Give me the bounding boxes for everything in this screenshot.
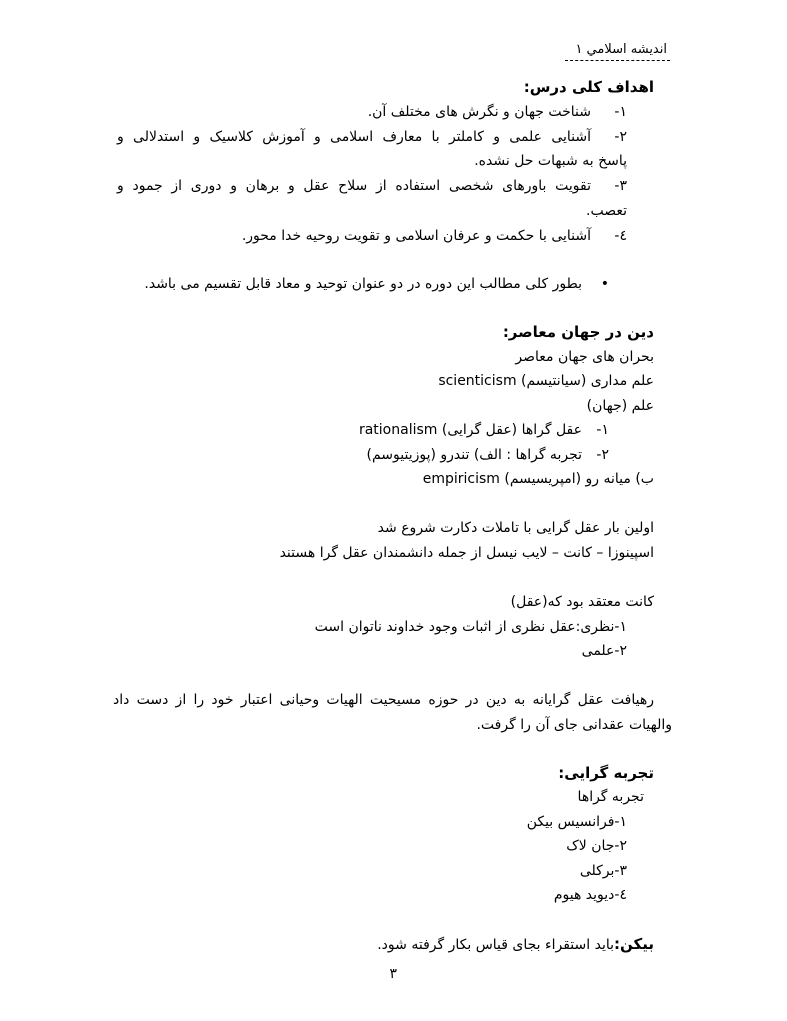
- goal-1-number: ۱-: [614, 104, 627, 120]
- goal-1-text: شناخت جهان و نگرش های مختلف آن.: [367, 104, 591, 120]
- goal-2-number: ۲-: [614, 129, 627, 145]
- kant-item-1: ۱-نظری:عقل نظری از اثبات وجود خداوند ناتوان است: [314, 619, 627, 635]
- kant-item-2: ۲-علمی: [581, 643, 627, 659]
- goal-3-text-line1: تقویت باورهای شخصی استفاده از سلاح عقل و برهان و دوری از جمود و: [117, 178, 591, 194]
- goal-4-number: ٤-: [614, 228, 627, 244]
- goal-2-text-line2: پاسخ به شبهات حل نشده.: [474, 153, 627, 169]
- goal-3-number: ۳-: [614, 178, 627, 194]
- religion-line-1: بحران های جهان معاصر: [515, 349, 654, 365]
- religion-item-b: ب) میانه رو (امپریسیسم) empiricism: [422, 471, 654, 487]
- empiricist-2: ۲-جان لاک: [566, 838, 627, 854]
- religion-line-3: علم (جهان): [586, 398, 654, 414]
- bullet-dot: •: [600, 276, 609, 292]
- bacon-label: بیکن:: [614, 935, 654, 953]
- empiricism-heading: تجربه گرایی:: [558, 764, 654, 782]
- goal-3-text-line2: تعصب.: [586, 203, 627, 219]
- religion-item-1-number: ۱-: [596, 422, 609, 438]
- religion-item-2-number: ۲-: [596, 447, 609, 463]
- goal-4-text: آشنایی با حکمت و عرفان اسلامی و تقویت روحیه خدا محور.: [241, 228, 591, 244]
- empiricist-1: ۱-فرانسیس بیکن: [526, 814, 627, 830]
- empiricist-4: ٤-دیوید هیوم: [553, 887, 627, 903]
- goals-bullet-text: بطور کلی مطالب این دوره در دو عنوان توحید و معاد قابل تقسیم می باشد.: [144, 276, 582, 292]
- religion-heading: دین در جهان معاصر:: [502, 323, 654, 341]
- header-title: اندیشه اسلامي ۱: [575, 42, 667, 57]
- approach-line-1: رهیافت عقل گرایانه به دین در حوزه مسیحیت الهیات وحیانی اعتبار خود را از دست داد: [113, 692, 654, 708]
- religion-line-2: علم مداری (سیانتیسم) scienticism: [438, 373, 654, 389]
- bacon-line: [377, 934, 654, 954]
- page-number: ۳: [389, 966, 397, 982]
- religion-item-1-text: عقل گراها (عقل گرایی) rationalism: [358, 422, 582, 438]
- kant-line-1: کانت معتقد بود که(عقل): [510, 594, 654, 610]
- goals-heading: اهداف کلی درس:: [523, 78, 654, 96]
- empiricism-subheading: تجربه گراها: [577, 789, 644, 805]
- approach-line-2: والهیات عقدانی جای آن را گرفت.: [476, 717, 672, 733]
- empiricist-3: ۳-برکلی: [579, 863, 627, 879]
- header-underline: [565, 60, 670, 61]
- rationalism-line-2: اسپینوزا – کانت – لایب نیسل از جمله دانشمندان عقل گرا هستند: [279, 545, 654, 561]
- religion-item-2-text: تجربه گراها : الف) تندرو (پوزیتیوسم): [366, 447, 582, 463]
- goal-2-text-line1: آشنایی علمی و کاملتر با معارف اسلامی و آموزش کلاسیک و استدلالی و: [117, 129, 591, 145]
- bacon-text: باید استقراء بجای قیاس بکار گرفته شود.: [377, 937, 615, 953]
- rationalism-line-1: اولین بار عقل گرایی با تاملات دکارت شروع شد: [377, 520, 654, 536]
